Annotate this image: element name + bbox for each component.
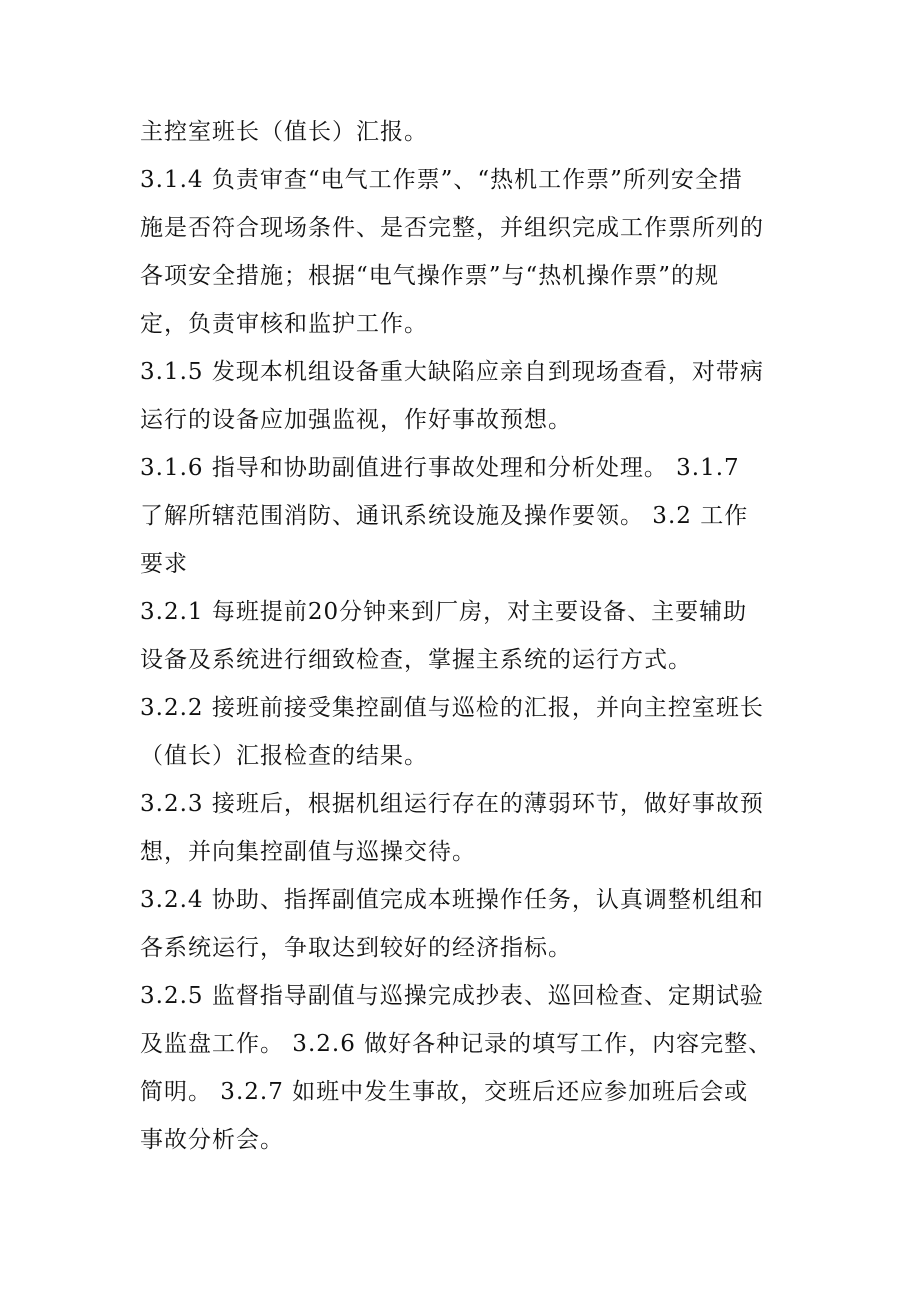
text-line: 事故分析会。 bbox=[140, 1127, 284, 1153]
text-line: 运行的设备应加强监视，作好事故预想。 bbox=[140, 407, 572, 433]
text-line: 各系统运行，争取达到较好的经济指标。 bbox=[140, 935, 572, 961]
text-line: 及监盘工作。 3.2.6 做好各种记录的填写工作，内容完整、 bbox=[140, 1031, 773, 1057]
text-line: 要求 bbox=[140, 551, 188, 577]
text-line: 简明。 3.2.7 如班中发生事故，交班后还应参加班后会或 bbox=[140, 1079, 749, 1105]
text-line: 3.2.3 接班后，根据机组运行存在的薄弱环节，做好事故预 bbox=[140, 791, 764, 817]
text-line: 施是否符合现场条件、是否完整，并组织完成工作票所列的 bbox=[140, 215, 764, 241]
text-line: 3.2.1 每班提前20分钟来到厂房，对主要设备、主要辅助 bbox=[140, 599, 748, 625]
text-line: 3.1.5 发现本机组设备重大缺陷应亲自到现场查看，对带病 bbox=[140, 359, 764, 385]
text-line: 各项安全措施；根据“电气操作票”与“热机操作票”的规 bbox=[140, 263, 720, 289]
text-line: 3.2.5 监督指导副值与巡操完成抄表、巡回检查、定期试验 bbox=[140, 983, 764, 1009]
text-line: 3.1.6 指导和协助副值进行事故处理和分析处理。 3.1.7 bbox=[140, 455, 740, 481]
document-body bbox=[140, 108, 790, 1164]
text-line: 了解所辖范围消防、通讯系统设施及操作要领。 3.2 工作 bbox=[140, 503, 749, 529]
text-line: 定，负责审核和监护工作。 bbox=[140, 311, 428, 337]
text-line: 设备及系统进行细致检查，掌握主系统的运行方式。 bbox=[140, 647, 692, 673]
text-line: 想，并向集控副值与巡操交待。 bbox=[140, 839, 476, 865]
text-line: 主控室班长（值长）汇报。 bbox=[140, 119, 428, 145]
text-line: 3.2.2 接班前接受集控副值与巡检的汇报，并向主控室班长 bbox=[140, 695, 764, 721]
text-line: （值长）汇报检查的结果。 bbox=[140, 743, 428, 769]
text-line: 3.1.4 负责审查“电气工作票”、“热机工作票”所列安全措 bbox=[140, 167, 743, 193]
text-line: 3.2.4 协助、指挥副值完成本班操作任务，认真调整机组和 bbox=[140, 887, 764, 913]
